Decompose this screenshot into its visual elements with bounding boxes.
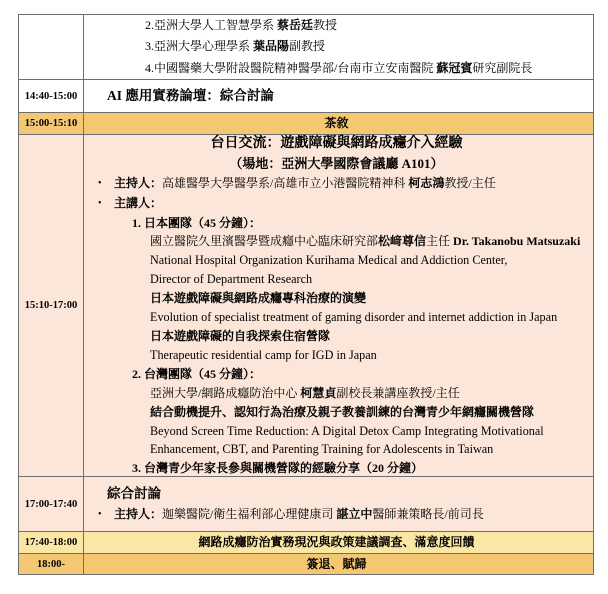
text-segment: 主持人： bbox=[114, 175, 163, 190]
text-segment: 蔡岳廷 bbox=[277, 17, 314, 32]
agenda-line bbox=[84, 440, 589, 459]
agenda-line bbox=[84, 483, 589, 505]
text-segment: 副教授 bbox=[289, 39, 326, 54]
content-cell-ai-forum-discussion bbox=[84, 80, 593, 112]
agenda-line bbox=[84, 114, 589, 133]
text-segment: 簽退、賦歸 bbox=[306, 556, 367, 571]
agenda-line bbox=[84, 346, 589, 365]
text-segment: 台日交流：遊戲障礙與網路成癮介入經驗 bbox=[210, 135, 463, 151]
agenda-line bbox=[84, 270, 589, 289]
content-cell-tea-break bbox=[84, 113, 593, 134]
text-segment: （場地：亞洲大學國際會議廳 A101） bbox=[229, 155, 444, 171]
agenda-line bbox=[84, 308, 589, 327]
text-segment: Beyond Screen Time Reduction: A Digital Detox Camp Integrating Motivational bbox=[150, 423, 544, 438]
text-segment: 2.亞洲大學人工智慧學系 bbox=[145, 17, 278, 32]
table-row-taiwan-japan-exchange-session bbox=[19, 135, 593, 477]
text-segment: 葉品陽 bbox=[253, 39, 290, 54]
time-cell-general-discussion: 17:00-17:40 bbox=[19, 477, 84, 531]
content-cell-taiwan-japan-exchange-session bbox=[84, 135, 593, 476]
text-segment: 4.中國醫藥大學附設醫院精神醫學部/台南市立安南醫院 bbox=[145, 60, 437, 75]
agenda-line bbox=[84, 58, 589, 80]
agenda-line bbox=[84, 422, 589, 441]
text-segment: 3. 台灣青少年家長參與關機營隊的經驗分享（20 分鐘） bbox=[132, 461, 424, 476]
text-segment: Therapeutic residential camp for IGD in Japan bbox=[150, 347, 377, 362]
table-row-tea-break bbox=[19, 113, 593, 135]
agenda-line bbox=[84, 533, 589, 552]
text-segment: Enhancement, CBT, and Parenting Training for Adolescents in Taiwan bbox=[150, 442, 494, 457]
text-segment: 副校長兼講座教授/主任 bbox=[336, 385, 460, 400]
text-segment: 主講人： bbox=[114, 195, 163, 210]
schedule-table bbox=[18, 14, 594, 575]
agenda-line bbox=[84, 36, 589, 58]
bullet-icon: • bbox=[98, 197, 102, 209]
agenda-line bbox=[84, 459, 589, 478]
text-segment: 結合動機提升、認知行為治療及親子教養訓練的台灣青少年網癮關機營隊 bbox=[150, 404, 535, 419]
time-cell-sign-out-departure: 18:00- bbox=[19, 554, 84, 574]
agenda-line bbox=[84, 15, 589, 37]
agenda-line bbox=[84, 505, 589, 525]
text-segment: Dr. Takanobu Matsuzaki bbox=[453, 234, 581, 249]
agenda-line bbox=[84, 214, 589, 233]
text-segment: 2. 台灣團隊（45 分鐘）： bbox=[132, 366, 262, 381]
table-row-speaker-list-continued bbox=[19, 15, 593, 80]
bullet-icon: • bbox=[98, 177, 102, 189]
text-segment: 綜合討論 bbox=[107, 486, 161, 502]
table-row-ai-forum-discussion bbox=[19, 80, 593, 113]
agenda-line bbox=[84, 232, 589, 251]
text-segment: 日本遊戲障礙與網路成癮專科治療的演變 bbox=[150, 291, 367, 306]
content-cell-speaker-list-continued bbox=[84, 15, 593, 79]
time-cell-tea-break: 15:00-15:10 bbox=[19, 113, 84, 134]
time-cell-speaker-list-continued bbox=[19, 15, 84, 79]
agenda-line bbox=[84, 555, 589, 574]
text-segment: 研究副院長 bbox=[472, 60, 533, 75]
text-segment: 迦樂醫院/衛生福利部心理健康司 bbox=[162, 507, 337, 522]
agenda-line bbox=[84, 251, 589, 270]
text-segment: Director of Department Research bbox=[150, 272, 313, 287]
text-segment: 主任 bbox=[426, 234, 454, 249]
text-segment: Evolution of specialist treatment of gaming disorder and internet addiction in Japan bbox=[150, 310, 558, 325]
text-segment: 柯慧貞 bbox=[300, 385, 337, 400]
agenda-line bbox=[84, 403, 589, 422]
time-cell-ai-forum-discussion: 14:40-15:00 bbox=[19, 80, 84, 112]
text-segment: 諶立中 bbox=[336, 507, 373, 522]
agenda-line bbox=[84, 174, 589, 194]
agenda-line bbox=[84, 85, 589, 107]
time-cell-survey-feedback: 17:40-18:00 bbox=[19, 532, 84, 553]
table-row-general-discussion bbox=[19, 477, 593, 532]
table-row-sign-out-departure bbox=[19, 554, 593, 574]
agenda-line bbox=[84, 194, 589, 214]
text-segment: 亞洲大學/網路成癮防治中心 bbox=[150, 385, 301, 400]
text-segment: 日本遊戲障礙的自我探索住宿營隊 bbox=[150, 329, 331, 343]
agenda-line bbox=[84, 384, 589, 403]
agenda-line bbox=[84, 154, 589, 174]
agenda-line bbox=[84, 289, 589, 308]
text-segment: 高雄醫學大學醫學系/高雄市立小港醫院精神科 bbox=[162, 175, 409, 190]
text-segment: 松﨑尊信 bbox=[378, 234, 427, 249]
text-segment: 1. 日本團隊（45 分鐘）： bbox=[132, 215, 262, 230]
text-segment: 3.亞洲大學心理學系 bbox=[145, 39, 254, 54]
content-cell-general-discussion bbox=[84, 477, 593, 531]
text-segment: National Hospital Organization Kurihama Medical and Addiction Center, bbox=[150, 253, 508, 268]
content-cell-survey-feedback bbox=[84, 532, 593, 553]
agenda-line bbox=[84, 133, 589, 154]
text-segment: AI 應用實務論壇：綜合討論 bbox=[107, 88, 274, 103]
text-segment: 主持人： bbox=[114, 507, 163, 522]
time-cell-taiwan-japan-exchange-session: 15:10-17:00 bbox=[19, 135, 84, 476]
text-segment: 教授 bbox=[313, 17, 338, 32]
text-segment: 醫師兼策略長/前司長 bbox=[372, 507, 484, 522]
text-segment: 柯志鴻 bbox=[408, 175, 445, 190]
text-segment: 教授/主任 bbox=[444, 175, 496, 190]
text-segment: 網路成癮防治實務現況與政策建議調查、滿意度回饋 bbox=[198, 535, 475, 550]
bullet-icon: • bbox=[98, 509, 102, 521]
text-segment: 茶敘 bbox=[324, 116, 349, 131]
table-row-survey-feedback bbox=[19, 532, 593, 554]
agenda-line bbox=[84, 327, 589, 346]
content-cell-sign-out-departure bbox=[84, 554, 593, 574]
agenda-line bbox=[84, 365, 589, 384]
text-segment: 國立醫院久里濱醫學暨成癮中心臨床研究部 bbox=[150, 234, 379, 249]
text-segment: 蘇冠賓 bbox=[436, 60, 473, 75]
